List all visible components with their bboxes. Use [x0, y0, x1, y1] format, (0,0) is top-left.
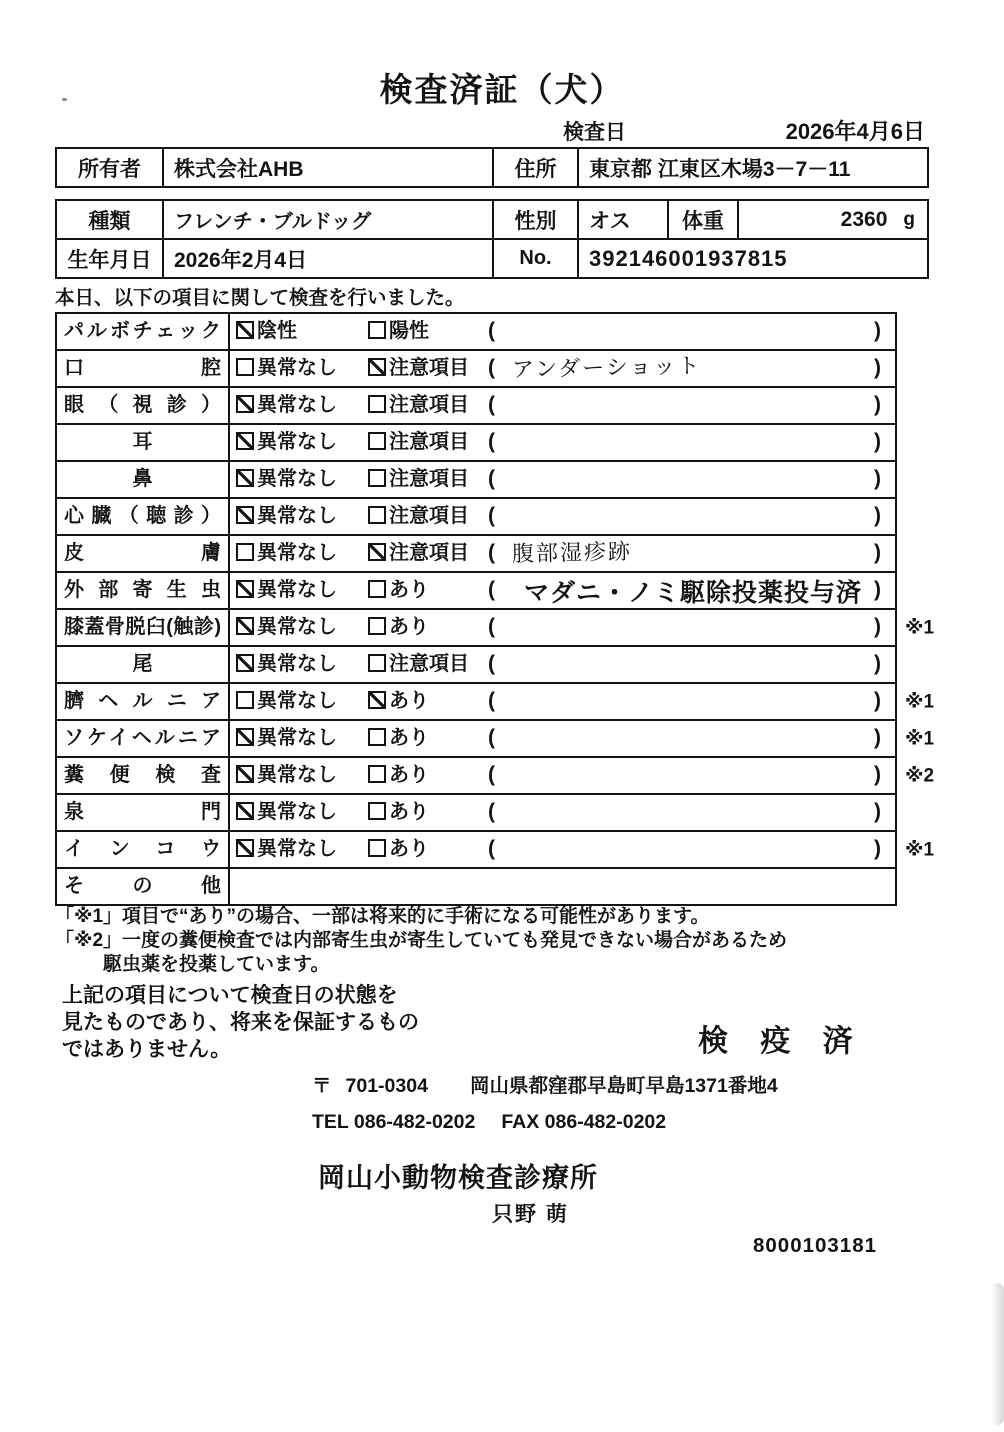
checkbox-icon [368, 543, 386, 561]
inspection-row-tail [57, 647, 895, 684]
open-paren: ( [488, 800, 495, 823]
inspection-row-nose [57, 462, 895, 499]
checkbox-icon [368, 839, 386, 857]
inspection-row-heart [57, 499, 895, 536]
pet-row-dob [57, 238, 927, 277]
checkbox-icon [236, 321, 254, 339]
checkbox-icon [236, 617, 254, 635]
clinic-address: 岡山県都窪郡早島町早島1371番地4 [469, 1075, 778, 1097]
weight-unit: g [903, 208, 915, 230]
handwritten-note: 腹部湿疹跡 [511, 538, 633, 567]
option-no-abnormality: 異常なし [236, 647, 337, 682]
item-content [230, 388, 895, 423]
checkbox-icon [368, 802, 386, 820]
open-paren: ( [488, 726, 495, 749]
intro-sentence: 本日、以下の項目に関して検査を行いました。 [55, 287, 465, 309]
close-paren: ) [874, 393, 881, 416]
checkbox-icon [368, 321, 386, 339]
no-label: No. [492, 240, 577, 277]
item-name: 皮膚 [57, 536, 230, 571]
inspection-row-patella [57, 610, 935, 647]
option-no-abnormality: 異常なし [236, 573, 337, 608]
item-name: 耳 [57, 425, 230, 460]
checkbox-icon [236, 469, 254, 487]
item-name: 泉門 [57, 795, 230, 830]
checkbox-icon [236, 543, 254, 561]
weight-label: 体重 [667, 201, 737, 238]
option-positive: 陽性 [368, 314, 429, 349]
option-present: あり [368, 573, 429, 608]
footnote-block [55, 905, 787, 977]
checkbox-icon [236, 395, 254, 413]
no-value: 392146001937815 [577, 240, 927, 277]
checkbox-icon [236, 728, 254, 746]
pet-row-breed [57, 201, 927, 238]
owner-address-label: 住所 [492, 149, 577, 186]
footnote-mark: ※1 [905, 691, 935, 712]
tel-number: TEL 086-482-0202 [312, 1111, 476, 1133]
footnote-mark: ※1 [905, 728, 935, 749]
examiner-name: 只野 萌 [492, 1203, 569, 1226]
checkbox-icon [368, 654, 386, 672]
open-paren: ( [488, 467, 495, 490]
printed-note: マダニ・ノミ駆除投薬投与済 [524, 579, 863, 607]
option-no-abnormality: 異常なし [236, 462, 337, 497]
dob-label: 生年月日 [67, 248, 152, 272]
close-paren: ) [874, 689, 881, 712]
item-content [230, 721, 895, 756]
checkbox-icon [236, 691, 254, 709]
option-no-abnormality: 異常なし [236, 721, 337, 756]
checkbox-icon [236, 765, 254, 783]
option-no-abnormality: 異常なし [236, 684, 337, 719]
open-paren: ( [488, 393, 495, 416]
serial-number: 8000103181 [753, 1234, 878, 1257]
inspection-row-eyes [57, 388, 895, 425]
checkbox-icon [236, 358, 254, 376]
exam-date-value: 2026年4月6日 [785, 119, 925, 144]
option-attention: 注意項目 [368, 351, 469, 386]
close-paren: ) [874, 763, 881, 786]
weight-value: 2360 [840, 207, 888, 231]
option-no-abnormality: 異常なし [236, 832, 337, 867]
owner-address: 東京都 江東区木場3－7－11 [577, 149, 927, 186]
disclaimer-line-1: 上記の項目について検査日の状態を [62, 984, 398, 1007]
option-attention: 注意項目 [368, 388, 469, 423]
checkbox-icon [236, 839, 254, 857]
option-attention: 注意項目 [368, 536, 469, 571]
item-name: 尾 [57, 647, 230, 682]
option-present: あり [368, 758, 429, 793]
option-no-abnormality: 異常なし [236, 758, 337, 793]
postal-address-line [312, 1070, 778, 1098]
option-no-abnormality: 異常なし [236, 610, 337, 645]
option-attention: 注意項目 [368, 499, 469, 534]
pet-table [55, 199, 929, 279]
item-content [230, 425, 895, 460]
item-name: 糞便検査 [57, 758, 230, 793]
checkbox-icon [368, 691, 386, 709]
checkbox-icon [368, 395, 386, 413]
inspection-row-parvo [57, 314, 895, 351]
option-present: あり [368, 832, 429, 867]
weight-cell [737, 201, 927, 238]
option-present: あり [368, 721, 429, 756]
option-no-abnormality: 異常なし [236, 499, 337, 534]
checkbox-icon [368, 469, 386, 487]
inspection-row-inguinal-hernia [57, 721, 935, 758]
item-content [230, 573, 895, 608]
close-paren: ) [874, 467, 881, 490]
inspection-row-umbilical-hernia [57, 684, 935, 721]
inspection-table [55, 312, 935, 906]
option-no-abnormality: 異常なし [236, 388, 337, 423]
inspection-row-ectoparasites [57, 573, 895, 610]
option-no-abnormality: 異常なし [236, 351, 337, 386]
footnote-mark: ※2 [905, 765, 935, 786]
owner-name: 株式会社AHB [162, 149, 492, 186]
close-paren: ) [874, 504, 881, 527]
option-present: あり [368, 610, 429, 645]
footnote-2: 「※2」一度の糞便検査では内部寄生虫が寄生していても発見できない場合があるため [55, 930, 788, 951]
item-name: パルボチェック [57, 314, 230, 349]
sex-label: 性別 [492, 201, 577, 238]
item-content [230, 795, 895, 830]
breed-label: 種類 [88, 209, 131, 233]
option-attention: 注意項目 [368, 647, 469, 682]
owner-label: 所有者 [78, 157, 141, 181]
inspection-row-other [57, 869, 895, 904]
item-content [230, 462, 895, 497]
dob-value: 2026年2月4日 [162, 240, 492, 277]
inspection-row-ears [57, 425, 895, 462]
item-name: 心臓（聴診） [57, 499, 230, 534]
item-name: 外部寄生虫 [57, 573, 230, 608]
option-present: あり [368, 795, 429, 830]
item-name: 膝蓋骨脱臼(触診) [57, 610, 230, 645]
certificate-title: 検査済証（犬） [379, 71, 625, 108]
quarantine-passed-stamp: 検 疫 済 [698, 1025, 865, 1058]
fax-number: FAX 086-482-0202 [501, 1111, 667, 1133]
inspection-row-skin [57, 536, 895, 573]
item-content [230, 869, 895, 904]
checkbox-icon [368, 765, 386, 783]
checkbox-icon [236, 432, 254, 450]
checkbox-icon [236, 580, 254, 598]
item-name: その他 [57, 869, 230, 904]
close-paren: ) [874, 356, 881, 379]
close-paren: ) [874, 726, 881, 749]
checkbox-icon [368, 617, 386, 635]
open-paren: ( [488, 837, 495, 860]
close-paren: ) [874, 652, 881, 675]
footnote-1: 「※1」項目で“あり”の場合、一部は将来的に手術になる可能性があります。 [55, 906, 710, 927]
item-content [230, 832, 895, 867]
item-name: 臍ヘルニア [57, 684, 230, 719]
close-paren: ) [874, 430, 881, 453]
option-attention: 注意項目 [368, 462, 469, 497]
item-name: インコウ [57, 832, 230, 867]
item-name: 眼（視診） [57, 388, 230, 423]
close-paren: ) [874, 615, 881, 638]
disclaimer-line-3: ではありません。 [62, 1038, 232, 1061]
checkbox-icon [368, 506, 386, 524]
option-attention: 注意項目 [368, 425, 469, 460]
item-content [230, 351, 895, 386]
tel-fax-line [312, 1111, 666, 1134]
open-paren: ( [488, 356, 495, 379]
option-negative: 陰性 [236, 314, 297, 349]
handwritten-note: アンダーショット [511, 353, 702, 382]
checkbox-icon [368, 432, 386, 450]
option-present: あり [368, 684, 429, 719]
disclaimer-block [62, 982, 419, 1063]
postal-code: 701-0304 [345, 1075, 428, 1097]
scan-artifact-smudge [991, 1283, 1004, 1425]
inspection-row-mouth [57, 351, 895, 388]
postal-mark: 〒 [312, 1075, 332, 1097]
item-content [230, 536, 895, 571]
close-paren: ) [874, 578, 881, 601]
close-paren: ) [874, 837, 881, 860]
checkbox-icon [236, 802, 254, 820]
item-content [230, 499, 895, 534]
inspection-row-fecal-exam [57, 758, 935, 795]
owner-row [57, 149, 927, 186]
checkbox-icon [236, 506, 254, 524]
disclaimer-line-2: 見たものであり、将来を保証するもの [62, 1011, 419, 1034]
open-paren: ( [488, 541, 495, 564]
item-content [230, 684, 895, 719]
item-name: 鼻 [57, 462, 230, 497]
open-paren: ( [488, 504, 495, 527]
close-paren: ) [874, 800, 881, 823]
owner-table [55, 147, 929, 188]
close-paren: ) [874, 541, 881, 564]
clinic-name: 岡山小動物検査診療所 [318, 1163, 598, 1193]
open-paren: ( [488, 578, 495, 601]
sex-value: オス [577, 201, 667, 238]
open-paren: ( [488, 615, 495, 638]
open-paren: ( [488, 319, 495, 342]
checkbox-icon [368, 358, 386, 376]
exam-date-label: 検査日 [563, 121, 626, 144]
checkbox-icon [368, 580, 386, 598]
open-paren: ( [488, 689, 495, 712]
open-paren: ( [488, 763, 495, 786]
item-content [230, 647, 895, 682]
option-no-abnormality: 異常なし [236, 536, 337, 571]
close-paren: ) [874, 319, 881, 342]
footnote-mark: ※1 [905, 839, 935, 860]
option-no-abnormality: 異常なし [236, 795, 337, 830]
footnote-2-continued: 駆虫薬を投薬しています。 [103, 954, 330, 975]
item-content [230, 758, 895, 793]
checkbox-icon [368, 728, 386, 746]
breed-value: フレンチ・ブルドッグ [162, 201, 492, 238]
footnote-mark: ※1 [905, 617, 935, 638]
inspection-row-fontanelle [57, 795, 895, 832]
checkbox-icon [236, 654, 254, 672]
open-paren: ( [488, 430, 495, 453]
inspection-row-inkou [57, 832, 935, 869]
option-no-abnormality: 異常なし [236, 425, 337, 460]
item-name: ソケイヘルニア [57, 721, 230, 756]
item-name: 口腔 [57, 351, 230, 386]
open-paren: ( [488, 652, 495, 675]
item-content [230, 610, 895, 645]
item-content [230, 314, 895, 349]
